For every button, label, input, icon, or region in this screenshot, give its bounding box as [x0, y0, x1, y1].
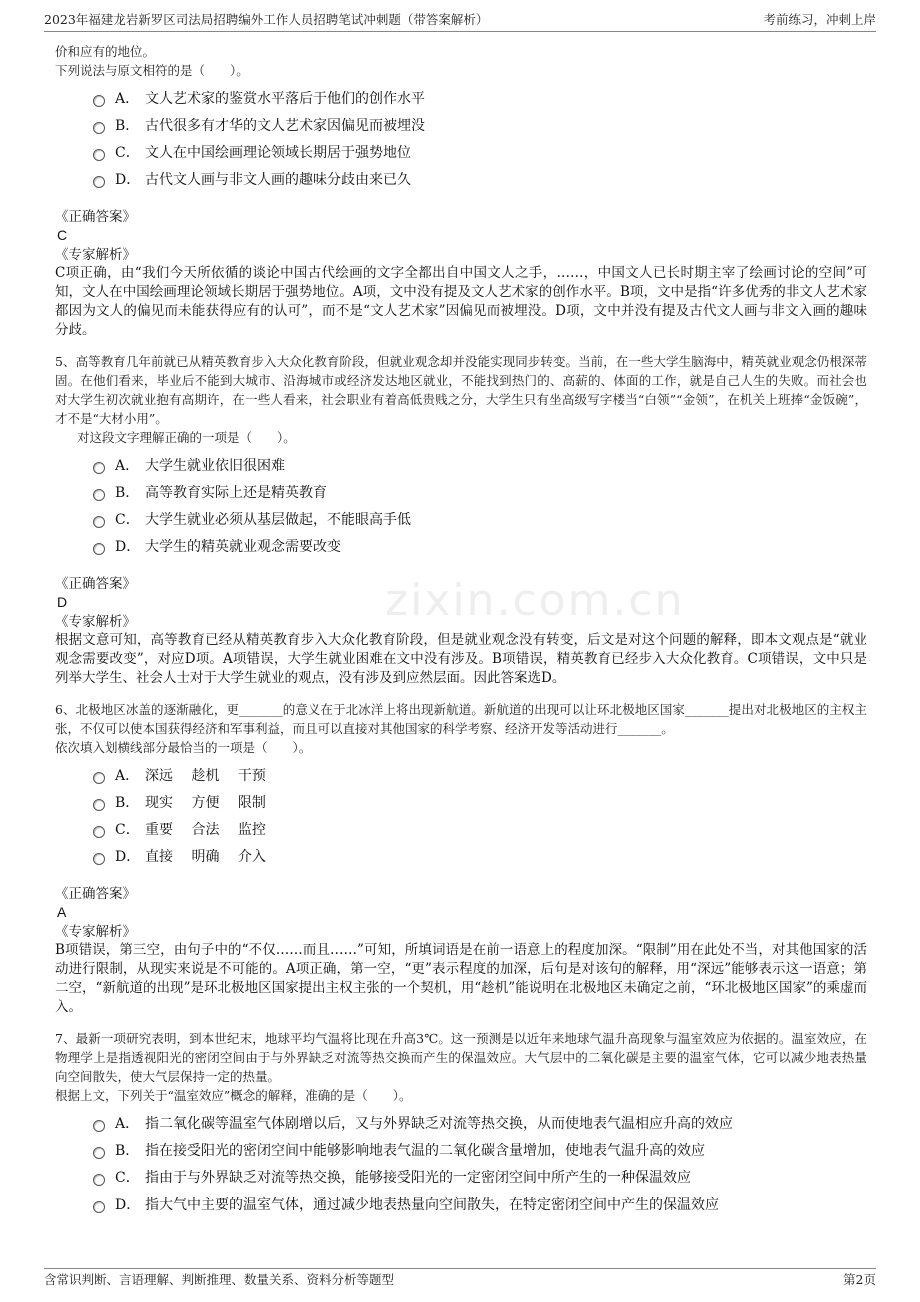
question-prompt: 下列说法与原文相符的是（ ）。: [55, 63, 249, 78]
question-prompt: 根据上文，下列关于“温室效应”概念的解释，准确的是（ ）。: [55, 1088, 412, 1103]
radio-icon[interactable]: [93, 149, 105, 161]
radio-icon[interactable]: [93, 772, 105, 784]
question-4: [55, 42, 867, 340]
explanation-text: B项错误，第三空，由句子中的“不仅……而且……”可知，所填词语是在前一语意上的程度加深。“限制”用在此处不当，对其他国家的活动进行限制，从现实来说是不可能的。A项正确，第一空，“更”表示程度的加深，后句是对该句的解释，用“深远”能够表示这一语意；第二空，“新航道的出现”是环北极地区国家提出主权主张的一个契机，用“趁机”能说明在北极地区未确定之前，“环北极地区国家”的乘虚而入。: [55, 942, 867, 1015]
page-content: [55, 42, 867, 1217]
option-b[interactable]: B． 高等教育实际上还是精英教育: [93, 478, 867, 505]
option-list: [93, 451, 867, 559]
radio-icon[interactable]: [93, 826, 105, 838]
option-text: 指由于与外界缺乏对流等热交换，能够接受阳光的一定密闭空间中所产生的一种保温效应: [145, 1169, 691, 1186]
answer-value: A: [57, 904, 67, 920]
page-number: 第2页: [843, 1272, 876, 1287]
radio-icon[interactable]: [93, 489, 105, 501]
radio-icon[interactable]: [93, 462, 105, 474]
option-a[interactable]: A． 指二氧化碳等温室气体剧增以后，又与外界缺乏对流等热交换，从而使地表气温相应升高的效应: [93, 1109, 867, 1136]
option-text: 指二氧化碳等温室气体剧增以后，又与外界缺乏对流等热交换，从而使地表气温相应升高的效应: [145, 1115, 733, 1132]
explanation-label: 《专家解析》: [55, 924, 136, 940]
option-d[interactable]: D． 大学生的精英就业观念需要改变: [93, 532, 867, 559]
question-passage-tail: 价和应有的地位。: [55, 44, 156, 59]
option-c[interactable]: C． 文人在中国绘画理论领域长期居于强势地位: [93, 138, 867, 165]
question-passage: 5、高等教育几年前就已从精英教育步入大众化教育阶段，但就业观念却并没能实现同步转变。当前，在一些大学生脑海中，精英就业观念仍根深蒂固。在他们看来，毕业后不能到大城市、沿海城市或经济发达地区就业，不能找到热门的、高薪的、体面的工作，就是自己人生的失败。而社会也对大学生初次就业抱有高期许，在一些人看来，社会职业有着高低贵贱之分，大学生只有坐高级写字楼当“白领”“金领”，在机关上班捧“金饭碗”，才不是“大材小用”。: [55, 354, 867, 426]
question-passage: 6、北极地区冰盖的逐渐融化，更_______的意义在于北冰洋上将出现新航道。新航道的出现可以让环北极地区国家_______提出对北极地区的主权主张，不仅可以使本国获得经济和军事利益，而且可以直接对其他国家的科学考察、经济开发等活动进行_______。: [55, 702, 867, 736]
option-text: 大学生就业依旧很困难: [145, 457, 285, 474]
option-b[interactable]: B． 古代很多有才华的文人艺术家因偏见而被埋没: [93, 111, 867, 138]
explanation-label: 《专家解析》: [55, 614, 136, 630]
radio-icon[interactable]: [93, 95, 105, 107]
option-d[interactable]: D． 直接 明确 介入: [93, 842, 867, 869]
option-text: 重要 合法 监控: [145, 821, 266, 838]
radio-icon[interactable]: [93, 799, 105, 811]
option-text: 文人在中国绘画理论领域长期居于强势地位: [145, 144, 411, 161]
watermark: zixin.com.cn: [385, 575, 685, 626]
option-text: 古代很多有才华的文人艺术家因偏见而被埋没: [145, 117, 425, 134]
radio-icon[interactable]: [93, 1174, 105, 1186]
answer-value: D: [57, 594, 68, 610]
radio-icon[interactable]: [93, 853, 105, 865]
option-text: 直接 明确 介入: [145, 848, 266, 865]
document-title: 2023年福建龙岩新罗区司法局招聘编外工作人员招聘笔试冲刺题（带答案解析）: [44, 12, 489, 27]
radio-icon[interactable]: [93, 1147, 105, 1159]
question-prompt: 依次填入划横线部分最恰当的一项是（ ）。: [55, 740, 312, 755]
question-5: [55, 352, 867, 688]
radio-icon[interactable]: [93, 1201, 105, 1213]
option-text: 深远 趁机 干预: [145, 767, 266, 784]
option-b[interactable]: B． 现实 方便 限制: [93, 788, 867, 815]
option-text: 文人艺术家的鉴赏水平落后于他们的创作水平: [145, 90, 425, 107]
answer-label: 《正确答案》: [55, 886, 136, 902]
option-c[interactable]: C． 重要 合法 监控: [93, 815, 867, 842]
explanation-text: C项正确，由“我们今天所依循的谈论中国古代绘画的文字全都出自中国文人之手，……，中国文人已长时期主宰了绘画讨论的空间”可知，文人在中国绘画理论领域长期居于强势地位。A项，文中没有提及文人艺术家的创作水平。B项，文中是指“许多优秀的非文人艺术家都因为文人的偏见而未能获得应有的认可”，而不是“文人艺术家”因偏见而被埋没。D项，文中并没有提及古代文人画与非文入画的趣味分歧。: [55, 265, 867, 338]
option-d[interactable]: D． 指大气中主要的温室气体，通过减少地表热量向空间散失，在特定密闭空间中产生的保温效应: [93, 1190, 867, 1217]
answer-value: C: [57, 227, 68, 243]
question-passage: 7、最新一项研究表明，到本世纪末，地球平均气温将比现在升高3℃。这一预测是以近年来地球气温升高现象与温室效应为依据的。温室效应，在物理学上是指透视阳光的密闭空间由于与外界缺乏对流等热交换而产生的保温效应。大气层中的二氧化碳是主要的温室气体，它可以减少地表热量向空间散失，使大气层保持一定的热量。: [55, 1031, 867, 1084]
radio-icon[interactable]: [93, 176, 105, 188]
radio-icon[interactable]: [93, 543, 105, 555]
explanation-text: 根据文意可知，高等教育已经从精英教育步入大众化教育阶段，但是就业观念没有转变，后文是对这个问题的解释，即本文观点是“就业观念需要改变”，对应D项。A项错误，大学生就业困难在文中没有涉及。B项错误，精英教育已经步入大众化教育。C项错误，文中只是列举大学生、社会人士对于大学生就业的观点，没有涉及到应然层面。因此答案选D。: [55, 632, 867, 686]
option-list: [93, 84, 867, 192]
option-text: 古代文人画与非文人画的趣味分歧由来已久: [145, 171, 411, 188]
radio-icon[interactable]: [93, 516, 105, 528]
option-a[interactable]: A． 深远 趁机 干预: [93, 761, 867, 788]
option-text: 大学生的精英就业观念需要改变: [145, 538, 341, 555]
radio-icon[interactable]: [93, 122, 105, 134]
question-prompt: 对这段文字理解正确的一项是（ ）。: [77, 430, 296, 445]
answer-label: 《正确答案》: [55, 209, 136, 225]
page-header: [44, 10, 876, 32]
option-a[interactable]: A． 大学生就业依旧很困难: [93, 451, 867, 478]
option-list: [93, 761, 867, 869]
question-7: [55, 1029, 867, 1217]
page-footer: [44, 1268, 876, 1290]
option-list: [93, 1109, 867, 1217]
option-c[interactable]: C． 指由于与外界缺乏对流等热交换，能够接受阳光的一定密闭空间中所产生的一种保温效应: [93, 1163, 867, 1190]
answer-label: 《正确答案》: [55, 576, 136, 592]
option-text: 现实 方便 限制: [145, 794, 266, 811]
footer-topics: 含常识判断、言语理解、判断推理、数量关系、资料分析等题型: [44, 1272, 395, 1287]
option-text: 指大气中主要的温室气体，通过减少地表热量向空间散失，在特定密闭空间中产生的保温效应: [145, 1196, 719, 1213]
radio-icon[interactable]: [93, 1120, 105, 1132]
explanation-label: 《专家解析》: [55, 247, 136, 263]
option-b[interactable]: B． 指在接受阳光的密闭空间中能够影响地表气温的二氧化碳含量增加，使地表气温升高的效应: [93, 1136, 867, 1163]
option-d[interactable]: D． 古代文人画与非文人画的趣味分歧由来已久: [93, 165, 867, 192]
option-text: 高等教育实际上还是精英教育: [145, 484, 327, 501]
option-text: 大学生就业必须从基层做起，不能眼高手低: [145, 511, 411, 528]
header-slogan: 考前练习，冲刺上岸: [763, 12, 876, 27]
option-c[interactable]: C． 大学生就业必须从基层做起，不能眼高手低: [93, 505, 867, 532]
option-a[interactable]: A． 文人艺术家的鉴赏水平落后于他们的创作水平: [93, 84, 867, 111]
question-6: [55, 700, 867, 1017]
option-text: 指在接受阳光的密闭空间中能够影响地表气温的二氧化碳含量增加，使地表气温升高的效应: [145, 1142, 705, 1159]
